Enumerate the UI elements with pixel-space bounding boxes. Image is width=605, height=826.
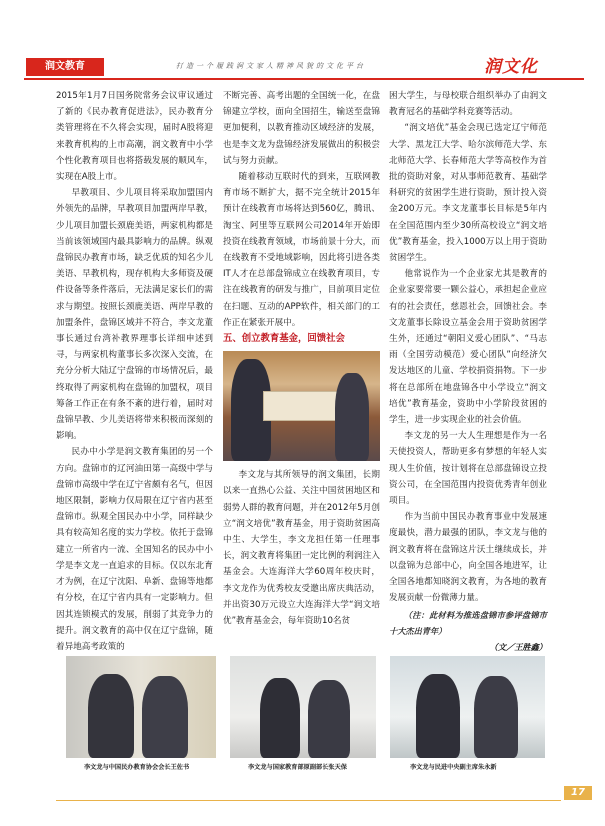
note: （注：此材料为推选盘锦市参评盘锦市十大杰出青年） xyxy=(389,609,547,636)
bottom-photo-row xyxy=(0,656,605,776)
column-1 xyxy=(56,88,213,655)
person-figure xyxy=(88,674,134,758)
section-heading: 五、创立教育基金，回馈社会 xyxy=(223,333,345,345)
footer-rule xyxy=(56,800,561,801)
page-number: 17 xyxy=(564,786,592,800)
person-figure xyxy=(335,373,369,461)
column-3 xyxy=(389,88,547,655)
paragraph: 民办中小学是润文教育集团的另一个方向。盘锦市的辽河油田第一高级中学与盘锦市高级中学在辽宁省颇有名气，但因地区限制，影响力仅局限在辽宁省内甚至盘锦市。纵观全国民办中小学，同样缺少具有较高知名度的实力学校。依托于盘锦建立一所省内一流、全国知名的民办中小学是李文龙一直追求的目标。仅以东北育才为例，在辽宁沈阳、阜新、盘锦等地都有分校，在辽宁省内具有一定影响力。但因其连锁模式的发展，削弱了其竞争力的提升。润文教育的高中仅在辽宁盘锦，随着异地高考政策的 xyxy=(56,447,213,652)
runwenhua-logo: 润文化 xyxy=(484,57,538,77)
photo-with-zhang-tianbao xyxy=(230,656,376,758)
column-2 xyxy=(223,88,380,629)
donation-ceremony-photo xyxy=(223,351,380,461)
photo-caption: 李文龙与中国民办教育协会会长王佐书 xyxy=(84,764,190,771)
person-figure xyxy=(308,680,350,758)
paragraph: 随着移动互联时代的到来，互联网教育市场不断扩大，据不完全统计2015年预计在线教育市场将达到560亿，腾讯、淘宝、阿里等互联网公司2014年开始即投资在线教育领域，市场前景十分大，而在线教育不受地域影响，因此将引进各类IT人才在总部盘锦成立在线教育项目，专注在线教育的研发与推广，目前项目定位在扫题、互动的APP软件，相关部门的工作正在紧张开展中。 xyxy=(223,172,380,328)
paragraph: 他常说作为一个企业家尤其是教育的企业家要常要一颗公益心，承担起企业应有的社会责任，慈恩社会，回馈社会。李文龙董事长除设立基金会用于资助贫困学生外，还通过“朝阳义爱心团队”、“马志雨（全国劳动模范）爱心团队”向经济欠发达地区的儿童、学校捐资捐物。下一步将在总部所在地盘锦各中小学设立“润文培优”教育基金，资助中小学阶段贫困的学生，进一步实现企业的社会价值。 xyxy=(389,269,547,426)
paragraph: 2015年1月7日国务院常务会议审议通过了新的《民办教育促进法》，民办教育分类管理将在不久将会实现，届时A股将迎来教育机构的上市高潮，润文教育中小学个性化教育项目也将搭载发展的顺风车，实现在A股上市。 xyxy=(56,91,213,183)
person-figure xyxy=(474,676,518,758)
photo-with-zhu-yongxin xyxy=(390,656,545,758)
photo-caption: 李文龙与国家教育部原副部长张天保 xyxy=(248,764,347,771)
paragraph: 早教项目、少儿项目将采取加盟国内外领先的品牌，早教项目加盟两岸早教，少儿项目加盟长颈鹿美语，两家机构都是当前该领域国内最具影响力的品牌。纵观盘锦民办教育市场，缺乏优质的知名少儿美语、早教机构，现存机构大多师资及硬件设备等条件落后，无法满足家长们的需求与期望。按照长颈鹿美语、两岸早教的加盟条件，盘锦区域并不符合，李文龙董事长通过台湾补教界理事长详细申述到寻，与两家机构董事长多次深入交流，在充分分析大陆辽宁盘锦的市场情况后，最终取得了两家机构在盘锦的加盟权，项目筹备工作正在有条不紊的进行着，届时对盘锦早教、少儿美语将带来积极而深刻的影响。 xyxy=(56,188,213,442)
photo-caption: 李文龙与民进中央副主席朱永新 xyxy=(410,764,497,771)
paragraph: 困大学生，与母校联合组织举办了由润文教育冠名的基础学科竞赛等活动。 xyxy=(389,91,547,118)
header-slogan: 打造一个履践润文家人精神风貌的文化平台 xyxy=(176,62,366,70)
person-figure xyxy=(142,676,188,758)
paragraph: 李文龙的另一大人生理想是作为一名天使投资人，帮助更多有梦想的年轻人实现人生价值，按计划将在总部盘锦设立投资公司，在全国范围内投资优秀青年创业项目。 xyxy=(389,431,547,507)
paragraph: 李文龙与其所领导的润文集团，长期以来一直热心公益、关注中国贫困地区和弱势人群的教育问题，并在2012年5月创立“润文培优”教育基金，用于资助贫困高中生、大学生，李文龙担任第一任理事长，润文教育将集团一定比例的利润注入基金会。大连海洋大学60周年校庆时，李文龙作为优秀校友受邀出席庆典活动，并出资30万元设立大连海洋大学“润文培优”教育基金会，每年资助10名贫 xyxy=(223,470,380,627)
paragraph: 不断完善、高考出题的全国统一化，在盘锦建立学校，面向全国招生，输送至盘锦更加便利，以教育推动区域经济的发展，也是李文龙为盘锦经济发展做出的积极尝试与努力贡献。 xyxy=(223,91,380,166)
paragraph: “润文培优”基金会现已选定辽宁师范大学、黑龙江大学、哈尔滨师范大学、东北师范大学、长春师范大学等高校作为首批的资助对象，对从事师范教育、基础学科研究的贫困学生进行资助，预计投入资金200万元。李文龙董事长目标是5年内在全国范围内至少30所高校设立“润文培优”教育基金，投入1000万以上用于资助贫困学生。 xyxy=(389,123,547,264)
byline: （文／王胜鑫） xyxy=(489,641,547,652)
photo-with-wang-zuoshu xyxy=(66,656,216,758)
person-figure xyxy=(260,678,300,758)
person-figure xyxy=(416,674,460,758)
page-header xyxy=(0,58,605,82)
paragraph: 作为当前中国民办教育事业中发展速度最快，潜力最强的团队，李文龙与他的润文教育将在盘锦这片沃土继续成长，并以盘锦为总部中心，向全国各地进军，让全国各地都知晓润文教育，为各地的教育发展贡献一份微薄力量。 xyxy=(389,512,547,604)
header-divider xyxy=(24,78,584,80)
runwen-education-logo: 润文教育 xyxy=(26,58,104,76)
